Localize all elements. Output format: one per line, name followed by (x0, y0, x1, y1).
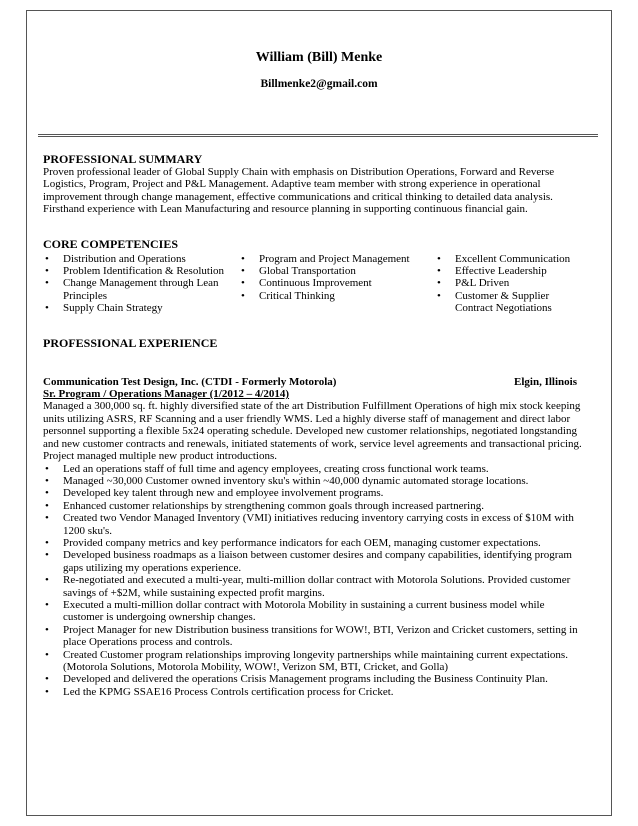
summary-text: Proven professional leader of Global Supply Chain with emphasis on Distribution Operations, Forward and Reverse Logistics, Program, Project and P&L Management. Adaptive team member with strong experience in operational improvement through change management, effective communications and critical thinking to detailed data analysis. Firsthand experience with Lean Manufacturing and resource planning in supporting continuous financial gain. (43, 166, 555, 216)
competency-item: • Supply Chain Strategy (43, 302, 239, 314)
competency-item: • P&L Driven (435, 277, 583, 289)
job-header (43, 376, 583, 388)
achievement-item: • Enhanced customer relationships by strengthening common goals through increased partnering. (43, 500, 583, 512)
achievement-item: • Project Manager for new Distribution business transitions for WOW!, BTI, Verizon and Cricket customers, setting in place Operations process and controls. (43, 624, 583, 649)
competencies-column-3 (435, 253, 583, 315)
competency-item: • Global Transportation (239, 265, 435, 277)
job-summary: Managed a 300,000 sq. ft. highly diversified state of the art Distribution Fulfillment Operations of high mix stock keeping units utilizing ASRS, RF Scanning and a user friendly WMS. Led a highly diverse staff of management and direct labor personnel supporting a flexible 5x24 operating schedule. Developed new customer relationships, negotiated longstanding and new customer contracts and renewals, initiated statements of work, service level agreements and transactional pricing. Project managed multiple new product introductions. (43, 400, 582, 463)
job-role: Sr. Program / Operations Manager (1/2012 – 4/2014) (43, 388, 290, 401)
competency-item: • Effective Leadership (435, 265, 583, 277)
competencies-column-1 (43, 253, 239, 315)
competency-item: • Program and Project Management (239, 253, 435, 265)
achievement-item: • Led an operations staff of full time and agency employees, creating cross functional work teams. (43, 463, 583, 475)
competencies-title: CORE COMPETENCIES (43, 236, 179, 251)
resume-body (43, 153, 583, 698)
achievement-item: • Provided company metrics and key performance indicators for each OEM, managing customer expectations. (43, 537, 583, 549)
achievement-item: • Developed and delivered the operations Crisis Management programs including the Business Continuity Plan. (43, 673, 583, 685)
summary-title: PROFESSIONAL SUMMARY (43, 152, 203, 166)
experience-section (43, 337, 583, 699)
job-achievements (43, 463, 583, 699)
competency-item: • Critical Thinking (239, 290, 435, 302)
achievement-item: • Led the KPMG SSAE16 Process Controls certification process for Cricket. (43, 686, 583, 698)
achievement-item: • Re-negotiated and executed a multi-year, multi-million dollar contract with Motorola Solutions. Provided customer savings of +$2M, while sustaining expected profit margins. (43, 574, 583, 599)
competencies-column-2 (239, 253, 435, 315)
experience-title: PROFESSIONAL EXPERIENCE (43, 335, 218, 350)
competencies-section (43, 238, 583, 315)
competency-item: • Continuous Improvement (239, 277, 435, 289)
achievement-item: • Executed a multi-million dollar contract with Motorola Mobility in sustaining a current business model while customer is undergoing ownership changes. (43, 599, 583, 624)
achievement-item: • Developed business roadmaps as a liaison between customer desires and company capabilities, identifying program gaps utilizing my operations experience. (43, 549, 583, 574)
achievement-item: • Created two Vendor Managed Inventory (VMI) initiatives reducing inventory carrying costs in excess of $10M with 1200 sku's. (43, 512, 583, 537)
competency-item: • Excellent Communication (435, 253, 583, 265)
competency-item: • Distribution and Operations (43, 253, 239, 265)
company-name: Communication Test Design, Inc. (CTDI - Formerly Motorola) (43, 375, 337, 388)
achievement-item: • Managed ~30,000 Customer owned inventory sku's within ~40,000 dynamic automated storage locations. (43, 475, 583, 487)
header-divider (38, 134, 598, 137)
job-location: Elgin, Illinois (514, 375, 577, 388)
summary-section (43, 153, 583, 216)
competency-item: • Change Management through Lean Principles (43, 277, 239, 302)
candidate-email[interactable]: Billmenke2@gmail.com (260, 78, 378, 90)
competency-item: • Problem Identification & Resolution (43, 265, 239, 277)
competencies-grid (43, 253, 583, 315)
achievement-item: • Developed key talent through new and employee involvement programs. (43, 487, 583, 499)
achievement-item: • Created Customer program relationships improving longevity partnerships while maintaining current expectations. (Motorola Solutions, Motorola Mobility, WOW!, Verizon SM, BTI, Cricket, and Golla) (43, 649, 583, 674)
competency-item: • Customer & Supplier Contract Negotiations (435, 290, 583, 315)
candidate-name: William (Bill) Menke (255, 50, 383, 65)
